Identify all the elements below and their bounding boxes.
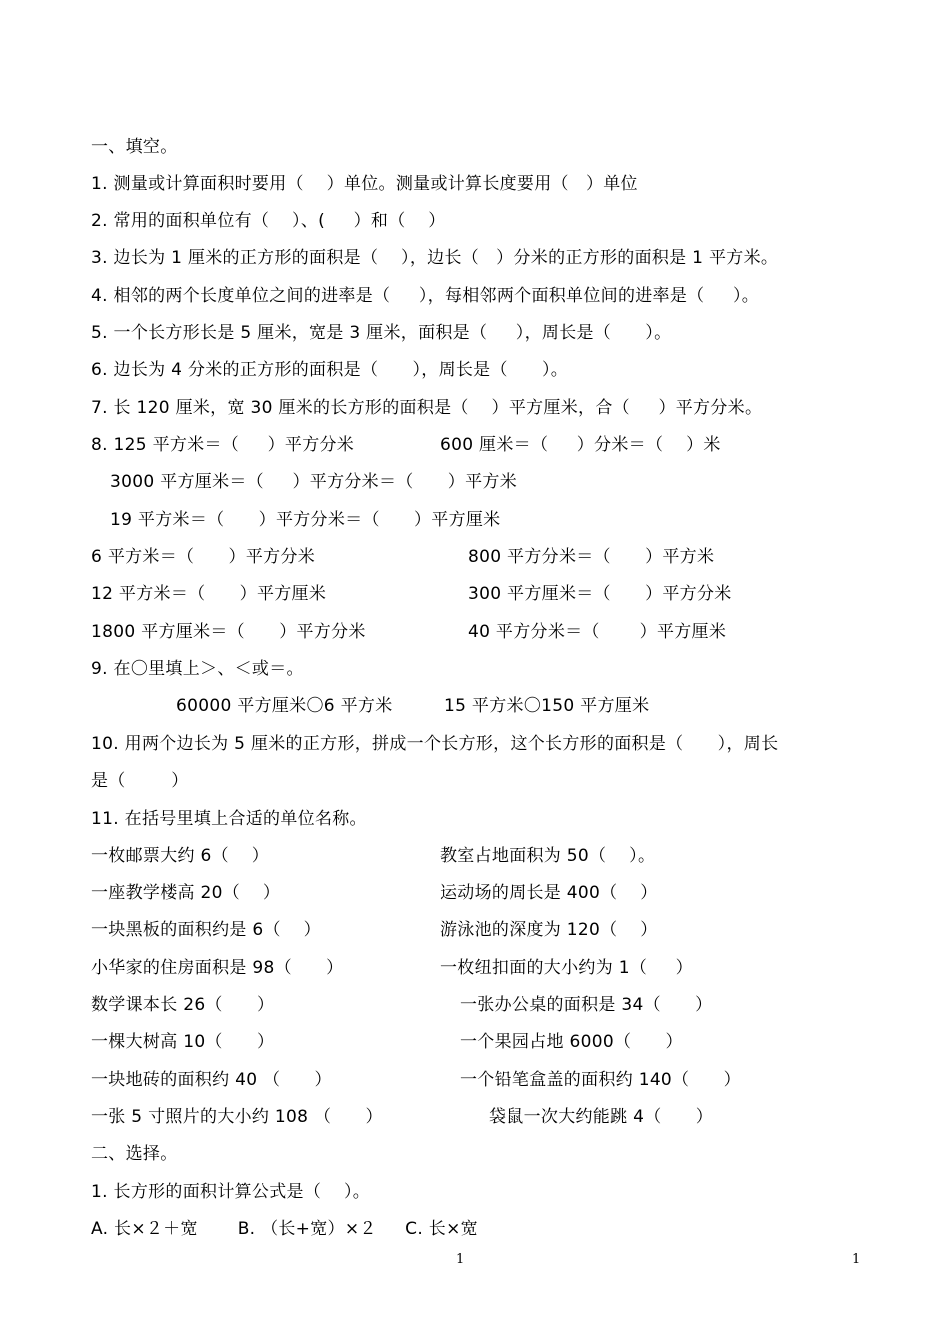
unit-item: 数学课本长 26（ ） xyxy=(91,995,275,1015)
question-11: 11. 在括号里填上合适的单位名称。 xyxy=(91,809,367,829)
question-8-part-e1: 6 平方米＝（ ）平方分米 xyxy=(91,547,316,567)
unit-item: 一棵大树高 10（ ） xyxy=(91,1032,275,1052)
question-8-part-f2: 300 平方厘米＝（ ）平方分米 xyxy=(468,584,732,604)
question-9: 9. 在〇里填上＞、＜或＝。 xyxy=(91,659,304,679)
question-1: 1. 测量或计算面积时要用（ ）单位。测量或计算长度要用（ ）单位 xyxy=(91,174,638,194)
question-4: 4. 相邻的两个长度单位之间的进率是（ ），每相邻两个面积单位间的进率是（ ）。 xyxy=(91,286,760,306)
unit-item: 一座教学楼高 20（ ） xyxy=(91,883,281,903)
question-8-part-g1: 1800 平方厘米＝（ ）平方分米 xyxy=(91,622,366,642)
question-8-part-e2: 800 平方分米＝（ ）平方米 xyxy=(468,547,715,567)
page-number-center: 1 xyxy=(456,1252,465,1267)
unit-item: 一个果园占地 6000（ ） xyxy=(460,1032,683,1052)
question-8-part-d: 19 平方米＝（ ）平方分米＝（ ）平方厘米 xyxy=(110,510,501,530)
question-9-part-a: 60000 平方厘米〇6 平方米 xyxy=(176,696,393,716)
page-number-right: 1 xyxy=(852,1252,861,1267)
unit-item: 一枚邮票大约 6（ ） xyxy=(91,846,270,866)
unit-item: 游泳池的深度为 120（ ） xyxy=(440,920,658,940)
question-7: 7. 长 120 厘米，宽 30 厘米的长方形的面积是（ ）平方厘米，合（ ）平方分米。 xyxy=(91,398,763,418)
question-3: 3. 边长为 1 厘米的正方形的面积是（ ），边长（ ）分米的正方形的面积是 1 平方米。 xyxy=(91,248,779,268)
unit-item: 一个铅笔盒盖的面积约 140（ ） xyxy=(460,1070,741,1090)
section-title-choice: 二、选择。 xyxy=(91,1144,178,1164)
question-8-part-f1: 12 平方米＝（ ）平方厘米 xyxy=(91,584,327,604)
question-2: 2. 常用的面积单位有（ ）、( ）和（ ） xyxy=(91,211,446,231)
question-8-part-c: 3000 平方厘米＝（ ）平方分米＝（ ）平方米 xyxy=(110,472,518,492)
unit-item: 小华家的住房面积是 98（ ） xyxy=(91,958,344,978)
question-6: 6. 边长为 4 分米的正方形的面积是（ ），周长是（ ）。 xyxy=(91,360,569,380)
section-title-fill-blank: 一、填空。 xyxy=(91,137,178,157)
unit-item: 教室占地面积为 50（ ）。 xyxy=(440,846,656,866)
unit-item: 一张办公桌的面积是 34（ ） xyxy=(460,995,713,1015)
question-8-part-b: 600 厘米＝（ ）分米＝（ ）米 xyxy=(440,435,721,455)
question-9-part-b: 15 平方米〇150 平方厘米 xyxy=(444,696,650,716)
unit-item: 袋鼠一次大约能跳 4（ ） xyxy=(489,1107,714,1127)
choice-question-1: 1. 长方形的面积计算公式是（ ）。 xyxy=(91,1182,371,1202)
choice-question-1-options: A. 长×２＋宽 B. （长+宽）×２ C. 长×宽 xyxy=(91,1219,478,1239)
question-8-part-g2: 40 平方分米＝（ ）平方厘米 xyxy=(468,622,727,642)
unit-item: 一枚纽扣面的大小约为 1（ ） xyxy=(440,958,693,978)
unit-item: 运动场的周长是 400（ ） xyxy=(440,883,658,903)
question-10-line-2: 是（ ） xyxy=(91,771,189,791)
question-5: 5. 一个长方形长是 5 厘米，宽是 3 厘米，面积是（ ），周长是（ ）。 xyxy=(91,323,672,343)
unit-item: 一块黑板的面积约是 6（ ） xyxy=(91,920,321,940)
question-10-line-1: 10. 用两个边长为 5 厘米的正方形，拼成一个长方形，这个长方形的面积是（ ），周长 xyxy=(91,734,779,754)
unit-item: 一块地砖的面积约 40 （ ） xyxy=(91,1070,332,1090)
unit-item: 一张 5 寸照片的大小约 108 （ ） xyxy=(91,1107,383,1127)
question-8-part-a: 8. 125 平方米＝（ ）平方分米 xyxy=(91,435,355,455)
